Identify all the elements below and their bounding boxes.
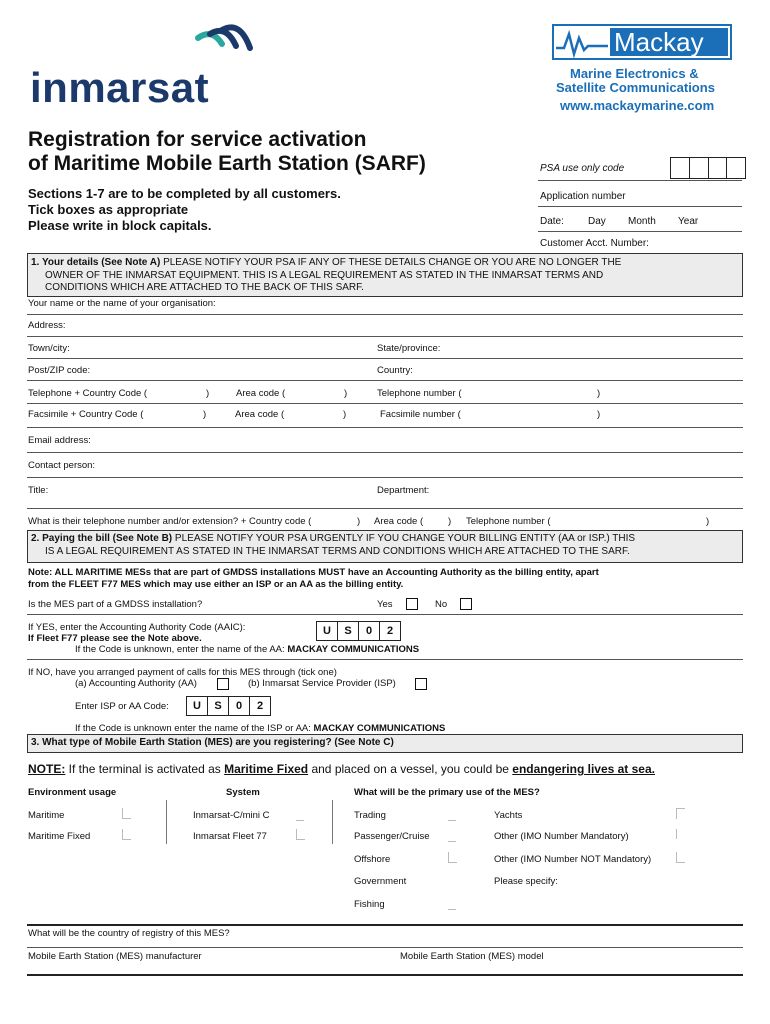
aaic-code-boxes[interactable] (316, 621, 401, 641)
aaic-label: If YES, enter the Accounting Authority Code (AAIC): (28, 622, 246, 633)
aaic-code-char: 2 (386, 625, 394, 637)
town-label: Town/city: (28, 343, 70, 354)
aaic-code-char: S (338, 622, 359, 640)
use-fishing: Fishing (354, 899, 385, 910)
fleet-note: If Fleet F77 please see the Note above. (28, 633, 202, 644)
application-number-label: Application number (540, 191, 626, 202)
title-label: Title: (28, 485, 49, 496)
isp-unknown-line: If the Code is unknown enter the name of the ISP or AA: MACKAY COMMUNICATIONS (75, 723, 446, 734)
use-yachts: Yachts (494, 810, 523, 821)
town-state-field[interactable] (27, 358, 743, 359)
option-a-label: (a) Accounting Authority (AA) (75, 678, 197, 689)
isp-code-boxes[interactable] (186, 696, 271, 716)
email-label: Email address: (28, 435, 91, 446)
system-fleet77-checkbox[interactable] (296, 829, 305, 840)
name-label: Your name or the name of your organisation: (28, 298, 216, 309)
fax-number-label: Facsimile number ( (380, 409, 461, 420)
intro-line1: Sections 1-7 are to be completed by all customers. (28, 186, 341, 201)
manufacturer-model-field[interactable] (27, 974, 743, 976)
inmarsat-logo (30, 22, 260, 112)
yes-label: Yes (377, 599, 393, 610)
day-label: Day (588, 216, 606, 227)
intro-line3: Please write in block capitals. (28, 218, 212, 233)
date-label: Date: (540, 216, 564, 227)
postzip-label: Post/ZIP code: (28, 365, 91, 376)
use-other-imo-mandatory-checkbox[interactable] (676, 829, 685, 839)
mackay-tagline-2: Satellite Communications (556, 80, 715, 95)
contact-tel-label: What is their telephone number and/or extension? + Country code ( (28, 516, 312, 527)
email-field[interactable] (27, 452, 743, 453)
isp-code-label: Enter ISP or AA Code: (75, 701, 169, 712)
title-department-field[interactable] (27, 508, 743, 509)
section1-heading: 1. Your details (See Note A) PLEASE NOTIFY YOUR PSA IF ANY OF THESE DETAILS CHANGE OR YOU ARE NO LONGER THE OWNER OF THE INMARSAT EQUIPMENT. THIS IS A LEGAL REQUIREMENT AS STATED IN THE INMARSAT TERMS AND CONDITIONS WHICH ARE ATTACHED TO THE BACK OF THIS SARF. (27, 253, 743, 297)
contact-field[interactable] (27, 477, 743, 478)
gmdss-question: Is the MES part of a GMDSS installation? (28, 599, 203, 610)
intro-line2: Tick boxes as appropriate (28, 202, 189, 217)
address-label: Address: (28, 320, 66, 331)
use-government: Government (354, 876, 407, 887)
facsimile-field[interactable] (27, 427, 743, 428)
option-a-checkbox[interactable] (217, 678, 229, 690)
year-label: Year (678, 216, 699, 227)
isp-code-char: 2 (256, 700, 264, 712)
country-registry-label: What will be the country of registry of this MES? (28, 928, 230, 939)
telephone-field[interactable] (27, 403, 743, 404)
col-system-header: System (226, 787, 260, 798)
aaic-code-char: 0 (359, 622, 380, 640)
tel-area-label: Area code ( (236, 388, 286, 399)
use-other-imo-mandatory: Other (IMO Number Mandatory) (494, 831, 629, 842)
postzip-country-field[interactable] (27, 380, 743, 381)
name-field[interactable] (27, 314, 743, 315)
use-passenger-cruise: Passenger/Cruise (354, 831, 430, 842)
month-label: Month (628, 216, 656, 227)
contact-area-label: Area code ( (374, 516, 424, 527)
gmdss-note-line2: from the FLEET F77 MES which may use either an ISP or an AA as the billing entity. (28, 579, 404, 590)
state-label: State/province: (377, 343, 441, 354)
mackay-tagline-1: Marine Electronics & (570, 66, 699, 81)
env-maritime-fixed-checkbox[interactable] (122, 829, 131, 840)
psa-code-label: PSA use only code (540, 163, 625, 174)
system-inmarsat-c-checkbox[interactable] (296, 810, 304, 821)
no-question: If NO, have you arranged payment of calls for this MES through (tick one) (28, 667, 337, 678)
env-maritime-checkbox[interactable] (122, 808, 131, 819)
option-b-checkbox[interactable] (415, 678, 427, 690)
env-item-maritime-fixed: Maritime Fixed (28, 831, 91, 842)
use-trading: Trading (354, 810, 386, 821)
use-yachts-checkbox[interactable] (676, 808, 685, 819)
inmarsat-wordmark: inmarsat (30, 64, 210, 111)
system-item-inmarsat-c: Inmarsat-C/mini C (193, 810, 270, 821)
contact-label: Contact person: (28, 460, 96, 471)
gmdss-note-line1: Note: ALL MARITIME MESs that are part of GMDSS installations MUST have an Accounting Authority as the billing entity, apart (28, 567, 599, 578)
use-other-imo-not-mandatory: Other (IMO Number NOT Mandatory) (494, 854, 652, 865)
use-other-imo-not-mandatory-checkbox[interactable] (676, 852, 685, 863)
env-item-maritime: Maritime (28, 810, 65, 821)
contact-number-label: Telephone number ( (466, 516, 551, 527)
manufacturer-label: Mobile Earth Station (MES) manufacturer (28, 951, 202, 962)
aaic-code-char: U (317, 622, 338, 640)
maritime-fixed-warning: NOTE: If the terminal is activated as Maritime Fixed and placed on a vessel, you could be endangering lives at sea. (28, 762, 655, 776)
use-fishing-checkbox[interactable] (448, 899, 456, 910)
isp-code-char: 0 (229, 697, 250, 715)
option-b-label: (b) Inmarsat Service Provider (ISP) (248, 678, 396, 689)
psa-code-boxes[interactable] (670, 157, 746, 179)
mackay-wordmark: Mackay (614, 27, 704, 57)
use-offshore: Offshore (354, 854, 391, 865)
tel-number-label: Telephone number ( (377, 388, 462, 399)
yes-checkbox[interactable] (406, 598, 418, 610)
customer-acct-label: Customer Acct. Number: (540, 238, 649, 249)
isp-code-char: S (208, 697, 229, 715)
waveform-icon (556, 26, 608, 58)
col-primary-use-header: What will be the primary use of the MES? (354, 787, 540, 798)
use-offshore-checkbox[interactable] (448, 852, 457, 863)
section2-heading: 2. Paying the bill (See Note B) PLEASE NOTIFY YOUR PSA URGENTLY IF YOU CHANGE YOUR BILLING ENTITY (AA or ISP.) THIS IS A LEGAL REQUIREMENT AS STATED IN THE INMARSAT TERMS AND CONDITIONS WHICH ARE ATTACHED TO THE SARF. (27, 530, 743, 563)
use-trading-checkbox[interactable] (448, 810, 456, 821)
isp-code-char: U (187, 697, 208, 715)
model-label: Mobile Earth Station (MES) model (400, 951, 544, 962)
fax-area-label: Area code ( (235, 409, 285, 420)
col-environment-header: Environment usage (28, 787, 117, 798)
form-title-line1: Registration for service activation (28, 128, 367, 151)
no-label: No (435, 599, 448, 610)
country-registry-field[interactable] (27, 947, 743, 948)
tel-cc-label: Telephone + Country Code ( (28, 388, 148, 399)
fax-cc-label: Facsimile + Country Code ( (28, 409, 144, 420)
section3-heading: 3. What type of Mobile Earth Station (MES) are you registering? (See Note C) (27, 734, 743, 753)
address-field[interactable] (27, 336, 743, 337)
system-item-fleet77: Inmarsat Fleet 77 (193, 831, 267, 842)
department-label: Department: (377, 485, 430, 496)
country-label: Country: (377, 365, 413, 376)
aa-unknown-line: If the Code is unknown, enter the name of the AA: MACKAY COMMUNICATIONS (75, 644, 420, 655)
form-title-line2: of Maritime Mobile Earth Station (SARF) (28, 152, 426, 175)
use-please-specify: Please specify: (494, 876, 558, 887)
mackay-logo (552, 24, 737, 119)
use-passenger-cruise-checkbox[interactable] (448, 831, 456, 842)
mackay-url: www.mackaymarine.com (560, 98, 715, 113)
no-checkbox[interactable] (460, 598, 472, 610)
